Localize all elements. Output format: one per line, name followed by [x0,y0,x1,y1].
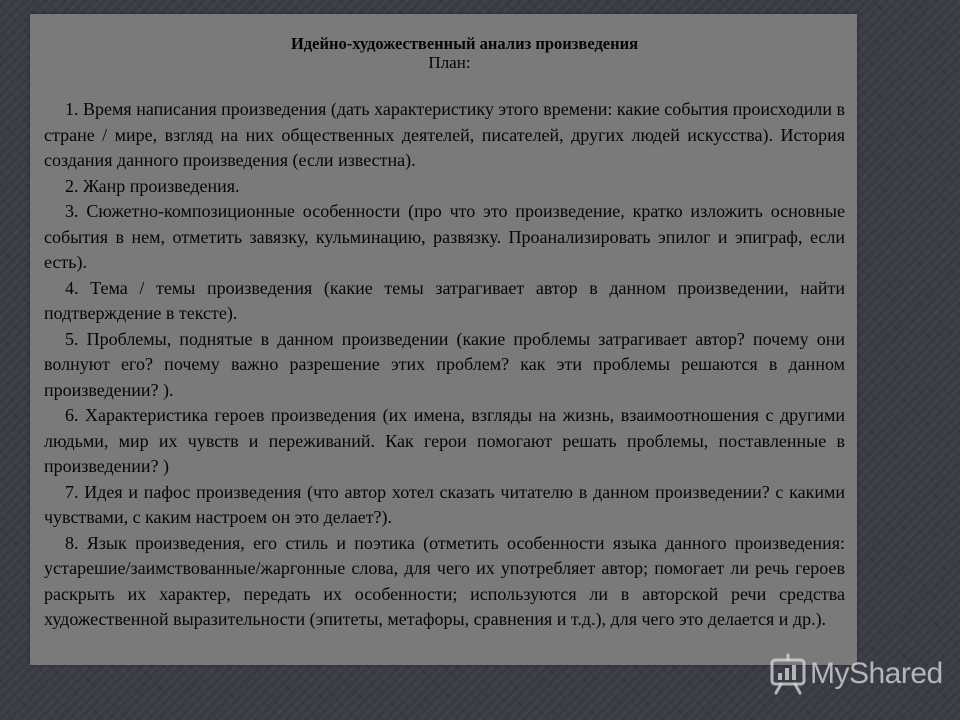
plan-item: 1. Время написания произведения (дать характеристику этого времени: какие события происходили в стране / мире, взгляд на них общественных деятелей, писателей, других людей искусства). История создания данного произведения (если известна). [44,99,845,170]
presentation-icon [768,652,808,696]
plan-item: 8. Язык произведения, его стиль и поэтика (отметить особенности языка данного произведения: устарешие/заимствованные/жаргонные слова, для чего их употребляет автор; помогает ли речь героев раскрыть их характер, передать их особенности; используются ли в авторской речи средства художественной выразительности (эпитеты, метафоры, сравнения и т.д.), для чего это делается и др.). [44,532,845,629]
document-subtitle: План: [428,53,471,72]
plan-item: 5. Проблемы, поднятые в данном произведении (какие проблемы затрагивает автор? почему они волнуют его? почему важно разрешение этих проблем? как эти проблемы решаются в данном произведении? ). [44,328,845,400]
myshared-watermark[interactable] [768,652,943,696]
plan-item: 7. Идея и пафос произведения (что автор хотел сказать читателю в данном произведении? с какими чувствами, с каким настроем он это делает?). [44,481,845,527]
plan-item: 2. Жанр произведения. [65,175,240,196]
plan-item: 3. Сюжетно-композиционные особенности (про что это произведение, кратко изложить основные события в нем, отметить завязку, кульминацию, развязку. Проанализировать эпилог и эпиграф, если есть). [44,201,845,272]
plan-item: 6. Характеристика героев произведения (их имена, взгляды на жизнь, взаимоотношения с другими людьми, мир их чувств и переживаний. Как герои помогают решать проблемы, поставленные в произведении? ) [44,405,845,476]
document-title: Идейно-художественный анализ произведения [290,34,639,53]
watermark-text: MyShared [810,657,943,690]
plan-item: 4. Тема / темы произведения (какие темы затрагивает автор в данном произведении, найти подтверждение в тексте). [44,277,845,323]
plan-list [44,97,845,633]
document-card [30,14,857,665]
